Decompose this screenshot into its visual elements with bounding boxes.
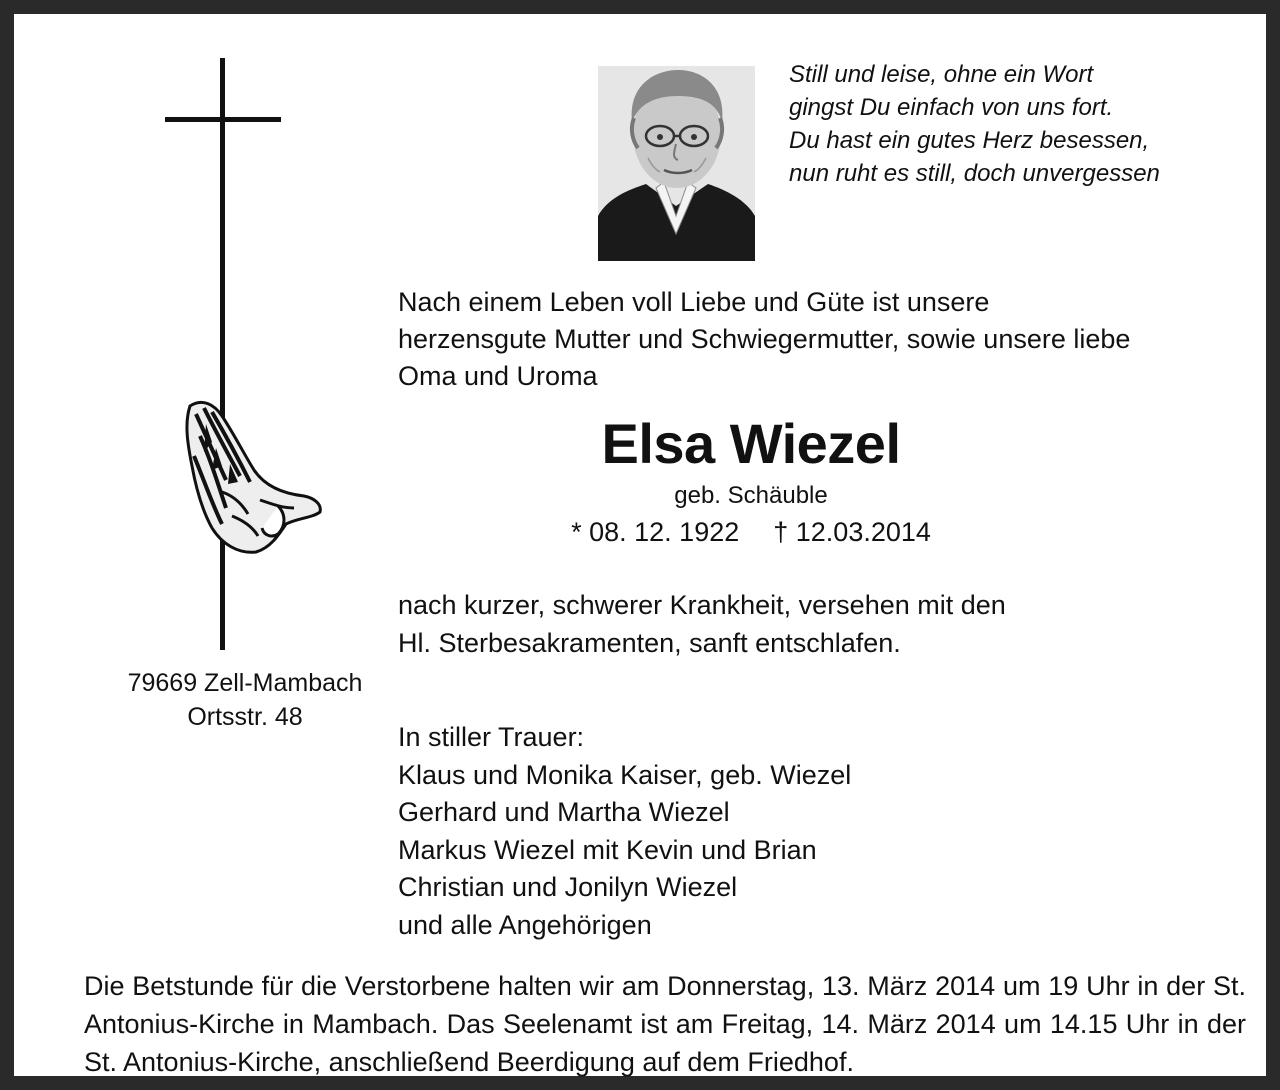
poem-line: Du hast ein gutes Herz besessen, <box>789 127 1150 154</box>
address <box>110 666 380 734</box>
mourner-entry: Markus Wiezel mit Kevin und Brian <box>398 834 817 865</box>
death-date: † 12.03.2014 <box>773 517 931 547</box>
mourners-list <box>398 719 1238 944</box>
maiden-name: geb. Schäuble <box>674 482 828 509</box>
address-street: Ortsstr. 48 <box>187 703 303 731</box>
cross-icon <box>220 58 225 650</box>
life-dates <box>398 514 1104 550</box>
mourner-entry: Gerhard und Martha Wiezel <box>398 797 730 827</box>
intro-line: Nach einem Leben voll Liebe und Güte ist unsere <box>398 287 990 317</box>
deceased-name: Elsa Wiezel <box>601 412 901 475</box>
cross-icon-bar <box>165 117 281 122</box>
poem-line: Still und leise, ohne ein Wort <box>789 61 1094 88</box>
mourner-entry: Christian und Jonilyn Wiezel <box>398 872 738 902</box>
memorial-poem <box>789 58 1249 190</box>
address-city: 79669 Zell-Mambach <box>127 669 363 697</box>
service-info: Die Betstunde für die Verstorbene halten wir am Donnerstag, 13. März 2014 um 19 Uhr in der St. Antonius-Kirche in Mambach. Das Seelenamt ist am Freitag, 14. März 2014 um 14.15 Uhr in der St. Antonius-Kirche, anschließend Beerdigung auf dem Friedhof. <box>84 971 1246 1077</box>
poem-line: gingst Du einfach von uns fort. <box>789 94 1114 121</box>
birth-date: * 08. 12. 1922 <box>571 517 740 547</box>
mourner-entry: und alle Angehörigen <box>398 909 652 940</box>
praying-hands-icon <box>182 396 324 556</box>
mourners-heading: In stiller Trauer: <box>398 722 585 752</box>
intro-text <box>398 284 1238 395</box>
intro-line: herzensgute Mutter und Schwiegermutter, sowie unsere liebe <box>398 324 1131 354</box>
passing-line: Hl. Sterbesakramenten, sanft entschlafen. <box>398 628 901 658</box>
passing-line: nach kurzer, schwerer Krankheit, versehen mit den <box>398 590 1006 620</box>
portrait-photo <box>598 66 755 261</box>
mourner-entry: Klaus und Monika Kaiser, geb. Wiezel <box>398 759 852 790</box>
intro-line: Oma und Uroma <box>398 361 598 391</box>
passing-text <box>398 586 1238 662</box>
poem-line: nun ruht es still, doch unvergessen <box>789 160 1160 187</box>
